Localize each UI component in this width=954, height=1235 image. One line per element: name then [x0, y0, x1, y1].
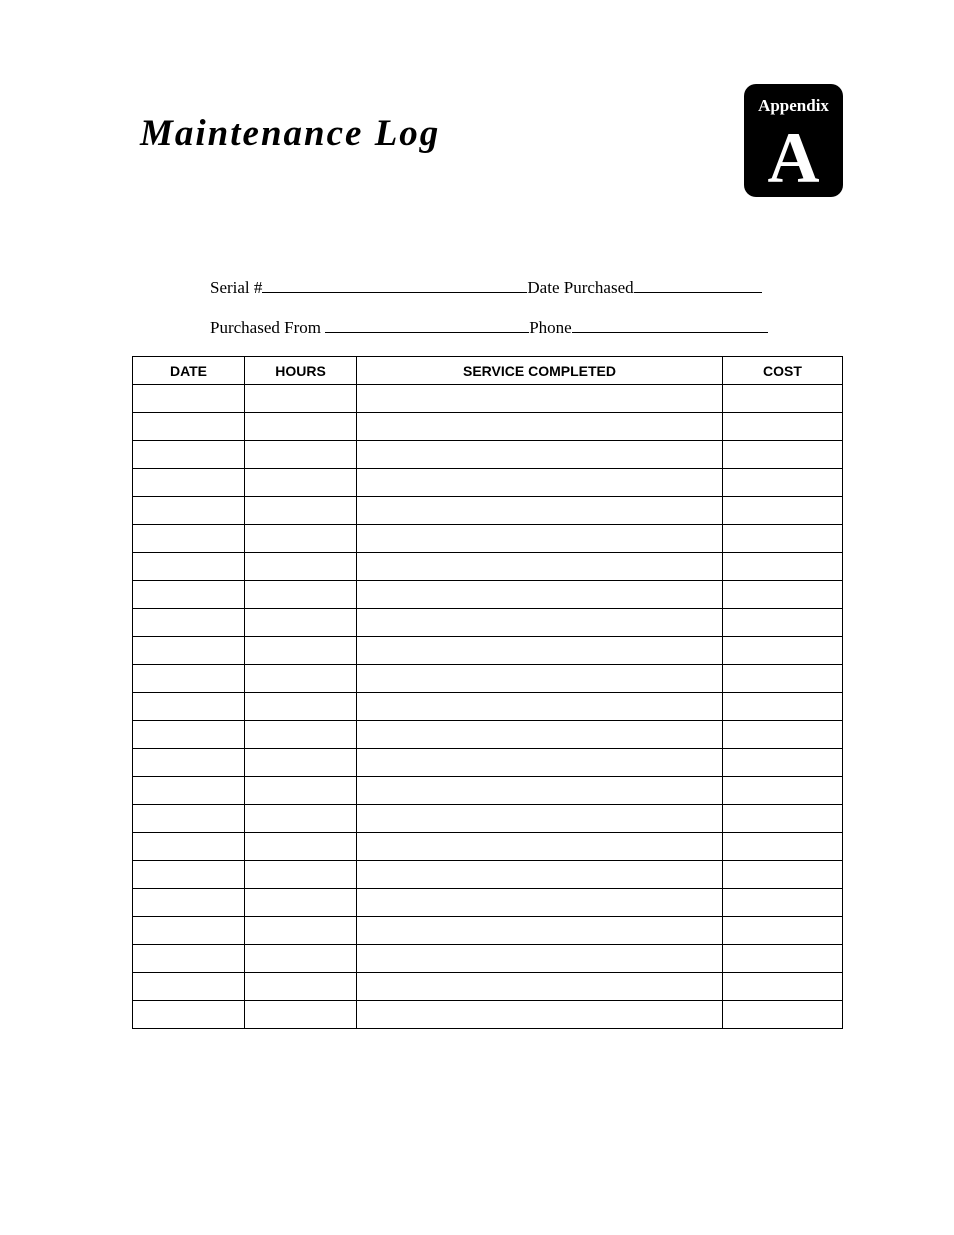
table-row [133, 917, 843, 945]
cost-cell[interactable] [723, 441, 843, 469]
cost-cell[interactable] [723, 693, 843, 721]
cost-cell[interactable] [723, 581, 843, 609]
table-row [133, 749, 843, 777]
serial-date-line [210, 277, 762, 298]
date-cell[interactable] [133, 581, 245, 609]
cost-cell[interactable] [723, 973, 843, 1001]
service-cell[interactable] [357, 553, 723, 581]
date-cell[interactable] [133, 721, 245, 749]
serial-blank[interactable] [262, 277, 527, 293]
phone-blank[interactable] [572, 317, 768, 333]
table-row [133, 973, 843, 1001]
hours-cell[interactable] [245, 609, 357, 637]
service-cell[interactable] [357, 497, 723, 525]
hours-cell[interactable] [245, 637, 357, 665]
hours-cell[interactable] [245, 693, 357, 721]
date-cell[interactable] [133, 833, 245, 861]
service-cell[interactable] [357, 973, 723, 1001]
cost-cell[interactable] [723, 805, 843, 833]
date-cell[interactable] [133, 413, 245, 441]
table-row [133, 1001, 843, 1029]
service-cell[interactable] [357, 385, 723, 413]
cost-cell[interactable] [723, 889, 843, 917]
hours-cell[interactable] [245, 777, 357, 805]
cost-cell[interactable] [723, 385, 843, 413]
date-cell[interactable] [133, 553, 245, 581]
appendix-badge [744, 84, 843, 197]
cost-cell[interactable] [723, 525, 843, 553]
purchased-from-blank[interactable] [325, 317, 529, 333]
purchased-phone-line [210, 317, 768, 338]
date-cell[interactable] [133, 861, 245, 889]
hours-cell[interactable] [245, 413, 357, 441]
date-cell[interactable] [133, 945, 245, 973]
hours-cell[interactable] [245, 441, 357, 469]
service-cell[interactable] [357, 469, 723, 497]
service-cell[interactable] [357, 609, 723, 637]
cost-cell[interactable] [723, 749, 843, 777]
column-header-hours: HOURS [245, 357, 357, 385]
serial-label: Serial # [210, 278, 263, 297]
hours-cell[interactable] [245, 665, 357, 693]
table-row [133, 721, 843, 749]
hours-cell[interactable] [245, 945, 357, 973]
service-cell[interactable] [357, 1001, 723, 1029]
appendix-letter: A [767, 118, 820, 198]
cost-cell[interactable] [723, 861, 843, 889]
phone-label: Phone [529, 318, 572, 337]
date-purchased-blank[interactable] [634, 277, 762, 293]
hours-cell[interactable] [245, 805, 357, 833]
hours-cell[interactable] [245, 749, 357, 777]
service-cell[interactable] [357, 805, 723, 833]
table-row [133, 693, 843, 721]
cost-cell[interactable] [723, 665, 843, 693]
purchased-from-label: Purchased From [210, 318, 321, 337]
service-cell[interactable] [357, 413, 723, 441]
service-cell[interactable] [357, 945, 723, 973]
column-header-service-completed: SERVICE COMPLETED [357, 357, 723, 385]
table-row [133, 861, 843, 889]
table-row [133, 777, 843, 805]
service-cell[interactable] [357, 833, 723, 861]
cost-cell[interactable] [723, 945, 843, 973]
cost-cell[interactable] [723, 777, 843, 805]
date-cell[interactable] [133, 385, 245, 413]
service-cell[interactable] [357, 917, 723, 945]
date-cell[interactable] [133, 917, 245, 945]
service-cell[interactable] [357, 665, 723, 693]
hours-cell[interactable] [245, 385, 357, 413]
date-cell[interactable] [133, 889, 245, 917]
hours-cell[interactable] [245, 833, 357, 861]
cost-cell[interactable] [723, 469, 843, 497]
cost-cell[interactable] [723, 721, 843, 749]
date-cell[interactable] [133, 973, 245, 1001]
date-cell[interactable] [133, 1001, 245, 1029]
table-row [133, 553, 843, 581]
hours-cell[interactable] [245, 497, 357, 525]
table-row [133, 889, 843, 917]
column-header-cost: COST [723, 357, 843, 385]
date-cell[interactable] [133, 525, 245, 553]
date-cell[interactable] [133, 441, 245, 469]
date-cell[interactable] [133, 805, 245, 833]
service-cell[interactable] [357, 889, 723, 917]
hours-cell[interactable] [245, 1001, 357, 1029]
table-row [133, 833, 843, 861]
service-cell[interactable] [357, 777, 723, 805]
table-row [133, 665, 843, 693]
table-row [133, 609, 843, 637]
cost-cell[interactable] [723, 497, 843, 525]
date-cell[interactable] [133, 469, 245, 497]
hours-cell[interactable] [245, 917, 357, 945]
column-header-date: DATE [133, 357, 245, 385]
hours-cell[interactable] [245, 721, 357, 749]
hours-cell[interactable] [245, 525, 357, 553]
table-row [133, 805, 843, 833]
cost-cell[interactable] [723, 1001, 843, 1029]
service-cell[interactable] [357, 749, 723, 777]
table-row [133, 413, 843, 441]
service-cell[interactable] [357, 441, 723, 469]
cost-cell[interactable] [723, 413, 843, 441]
table-row [133, 945, 843, 973]
service-cell[interactable] [357, 581, 723, 609]
page-title: Maintenance Log [140, 113, 441, 154]
service-cell[interactable] [357, 721, 723, 749]
table-row [133, 385, 843, 413]
date-cell[interactable] [133, 609, 245, 637]
table-row [133, 525, 843, 553]
hours-cell[interactable] [245, 469, 357, 497]
date-cell[interactable] [133, 749, 245, 777]
service-cell[interactable] [357, 525, 723, 553]
service-cell[interactable] [357, 693, 723, 721]
hours-cell[interactable] [245, 973, 357, 1001]
appendix-label: Appendix [758, 96, 829, 115]
table-row [133, 581, 843, 609]
date-cell[interactable] [133, 777, 245, 805]
cost-cell[interactable] [723, 833, 843, 861]
hours-cell[interactable] [245, 581, 357, 609]
table-header-row [133, 357, 843, 385]
table-row [133, 637, 843, 665]
date-cell[interactable] [133, 637, 245, 665]
maintenance-log-table [132, 356, 843, 1029]
date-purchased-label: Date Purchased [527, 278, 634, 297]
table-row [133, 497, 843, 525]
hours-cell[interactable] [245, 889, 357, 917]
cost-cell[interactable] [723, 917, 843, 945]
hours-cell[interactable] [245, 861, 357, 889]
cost-cell[interactable] [723, 553, 843, 581]
table-row [133, 441, 843, 469]
hours-cell[interactable] [245, 553, 357, 581]
service-cell[interactable] [357, 861, 723, 889]
cost-cell[interactable] [723, 637, 843, 665]
table-body [133, 385, 843, 1029]
date-cell[interactable] [133, 665, 245, 693]
service-cell[interactable] [357, 637, 723, 665]
table-row [133, 469, 843, 497]
date-cell[interactable] [133, 693, 245, 721]
cost-cell[interactable] [723, 609, 843, 637]
date-cell[interactable] [133, 497, 245, 525]
